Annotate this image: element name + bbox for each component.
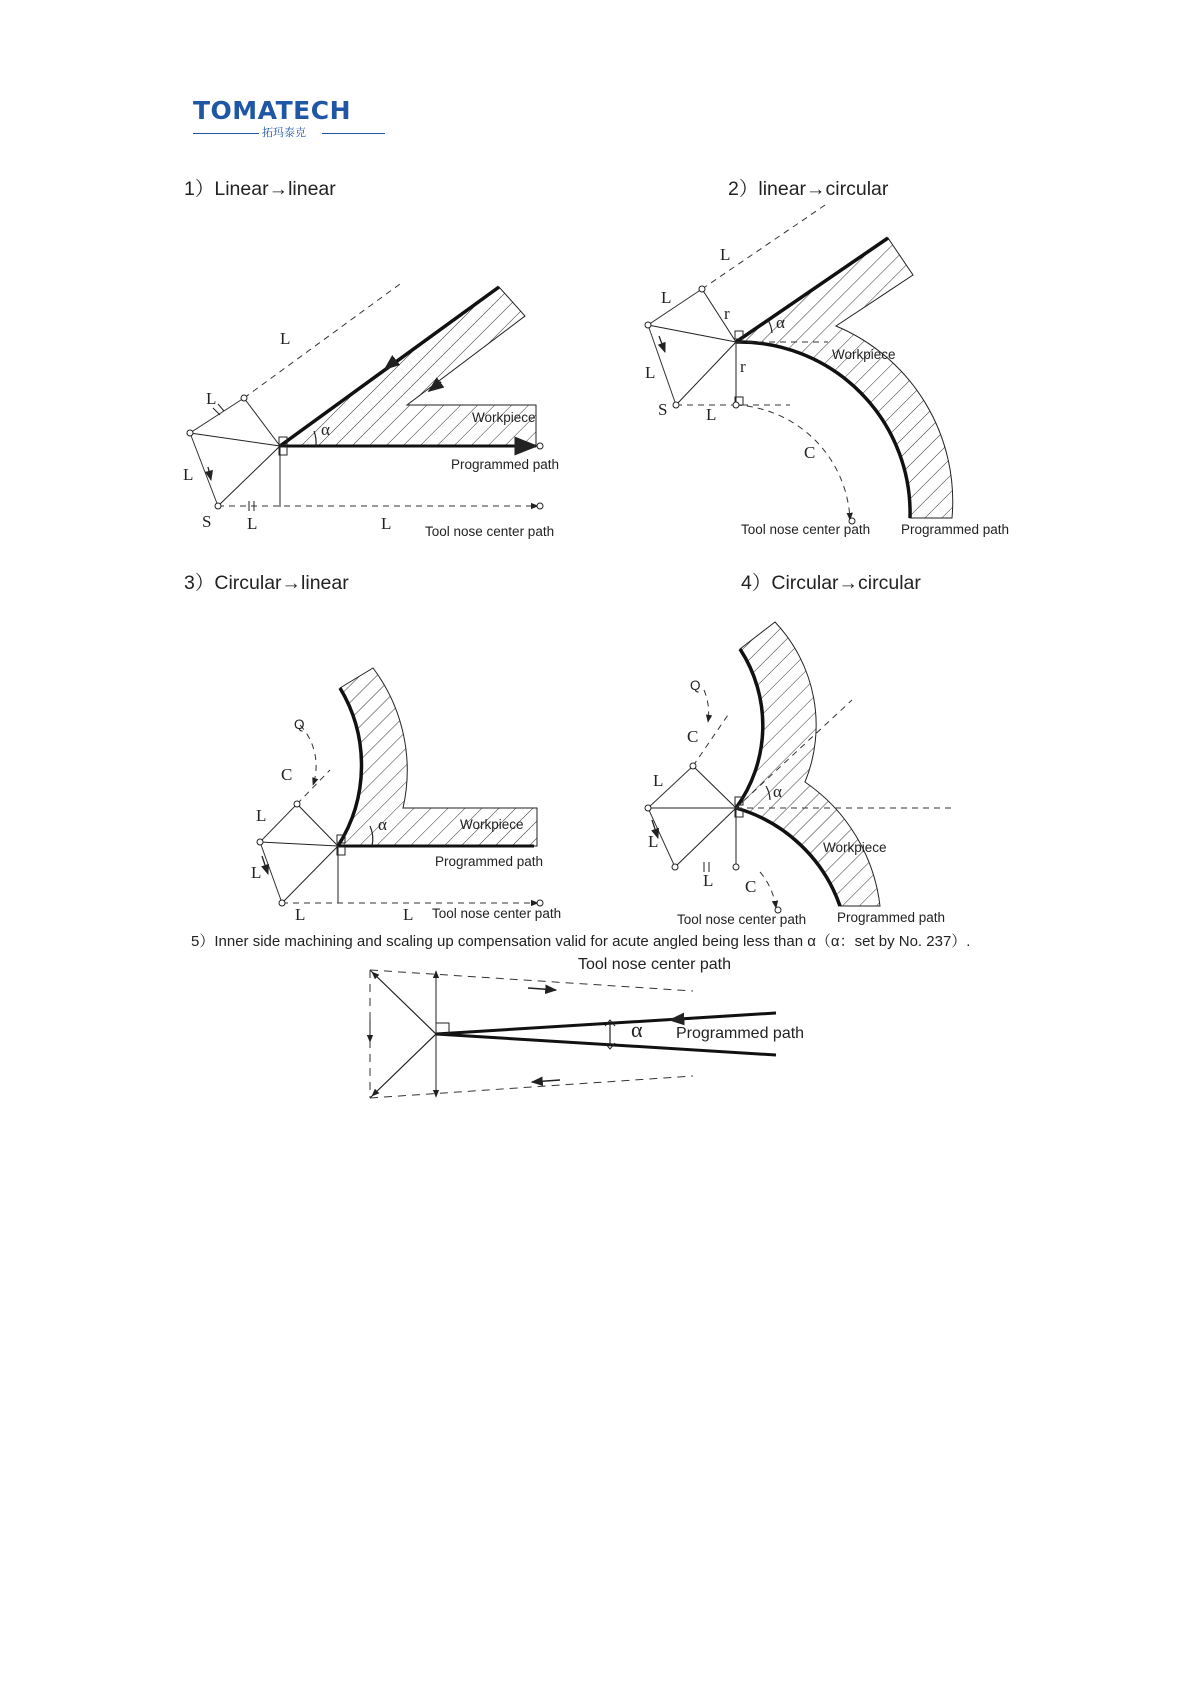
fig4-label-L-bottom: L xyxy=(703,871,714,890)
fig1-label-workpiece: Workpiece xyxy=(472,410,536,425)
fig3-label-L-left: L xyxy=(256,806,267,825)
fig1-label-S: S xyxy=(202,512,212,531)
fig1-label-L-top: L xyxy=(280,329,291,348)
company-logo: TOMATECH xyxy=(193,96,351,125)
figure-4-circular-circular xyxy=(645,622,955,927)
fig3-label-Q: Q xyxy=(294,717,305,732)
figure-1-linear-linear xyxy=(183,284,559,539)
fig2-label-L-top: L xyxy=(720,245,731,264)
fig3-label-L-bottom: L xyxy=(295,905,306,924)
fig2-label-r-top: r xyxy=(724,304,730,323)
figure-2-linear-circular xyxy=(645,203,1009,537)
fig3-label-workpiece: Workpiece xyxy=(460,817,524,832)
fig4-label-C-bottom: C xyxy=(745,877,757,896)
fig5-label-tool-nose-path: Tool nose center path xyxy=(578,956,731,973)
section-1-heading: 1）Linear→linear xyxy=(184,178,336,200)
fig1-label-programmed-path: Programmed path xyxy=(451,457,560,472)
fig1-label-L-side: L xyxy=(183,465,194,484)
fig4-label-programmed-path: Programmed path xyxy=(837,910,946,925)
fig2-label-C: C xyxy=(804,443,816,462)
fig2-label-programmed-path: Programmed path xyxy=(901,522,1010,537)
fig2-label-alpha: α xyxy=(776,313,785,332)
section-3-heading: 3）Circular→linear xyxy=(184,572,349,594)
fig2-label-L-bottom: L xyxy=(706,405,717,424)
fig4-label-alpha: α xyxy=(773,782,782,801)
fig1-label-L-bottom: L xyxy=(247,514,258,533)
fig3-label-programmed-path: Programmed path xyxy=(435,854,544,869)
fig4-label-L-side: L xyxy=(648,832,659,851)
fig1-label-tool-nose-path: Tool nose center path xyxy=(425,524,555,539)
fig1-label-L-bottom-right: L xyxy=(381,514,392,533)
company-logo-subtitle: 拓玛泰克 xyxy=(262,126,306,139)
fig2-label-L-left: L xyxy=(661,288,672,307)
fig2-label-L-side: L xyxy=(645,363,656,382)
fig4-label-C-top: C xyxy=(687,727,699,746)
fig3-label-L-side: L xyxy=(251,863,262,882)
fig4-label-Q: Q xyxy=(690,678,701,693)
fig3-label-C: C xyxy=(281,765,293,784)
fig3-label-tool-nose-path: Tool nose center path xyxy=(432,906,562,921)
fig2-label-r-bottom: r xyxy=(740,357,746,376)
fig3-label-alpha: α xyxy=(378,815,387,834)
fig1-label-L-left: L xyxy=(206,389,217,408)
figure-5-acute-angle xyxy=(370,956,804,1098)
section-4-heading: 4）Circular→circular xyxy=(741,572,921,594)
section-2-heading: 2）linear→circular xyxy=(728,178,889,200)
fig1-label-alpha: α xyxy=(321,420,330,439)
fig2-label-S: S xyxy=(658,400,668,419)
fig4-label-tool-nose-path: Tool nose center path xyxy=(677,912,807,927)
fig4-label-L-left: L xyxy=(653,771,664,790)
figure-3-circular-linear xyxy=(251,668,561,924)
fig4-label-workpiece: Workpiece xyxy=(823,840,887,855)
fig3-label-L-bottom-right: L xyxy=(403,905,414,924)
section-5-heading: 5）Inner side machining and scaling up compensation valid for acute angled being less than α（α：set by No. 237）. xyxy=(191,933,971,950)
fig5-label-alpha: α xyxy=(631,1017,643,1042)
fig5-label-programmed-path: Programmed path xyxy=(676,1025,805,1042)
fig2-label-tool-nose-path: Tool nose center path xyxy=(741,522,871,537)
fig2-label-workpiece: Workpiece xyxy=(832,347,896,362)
